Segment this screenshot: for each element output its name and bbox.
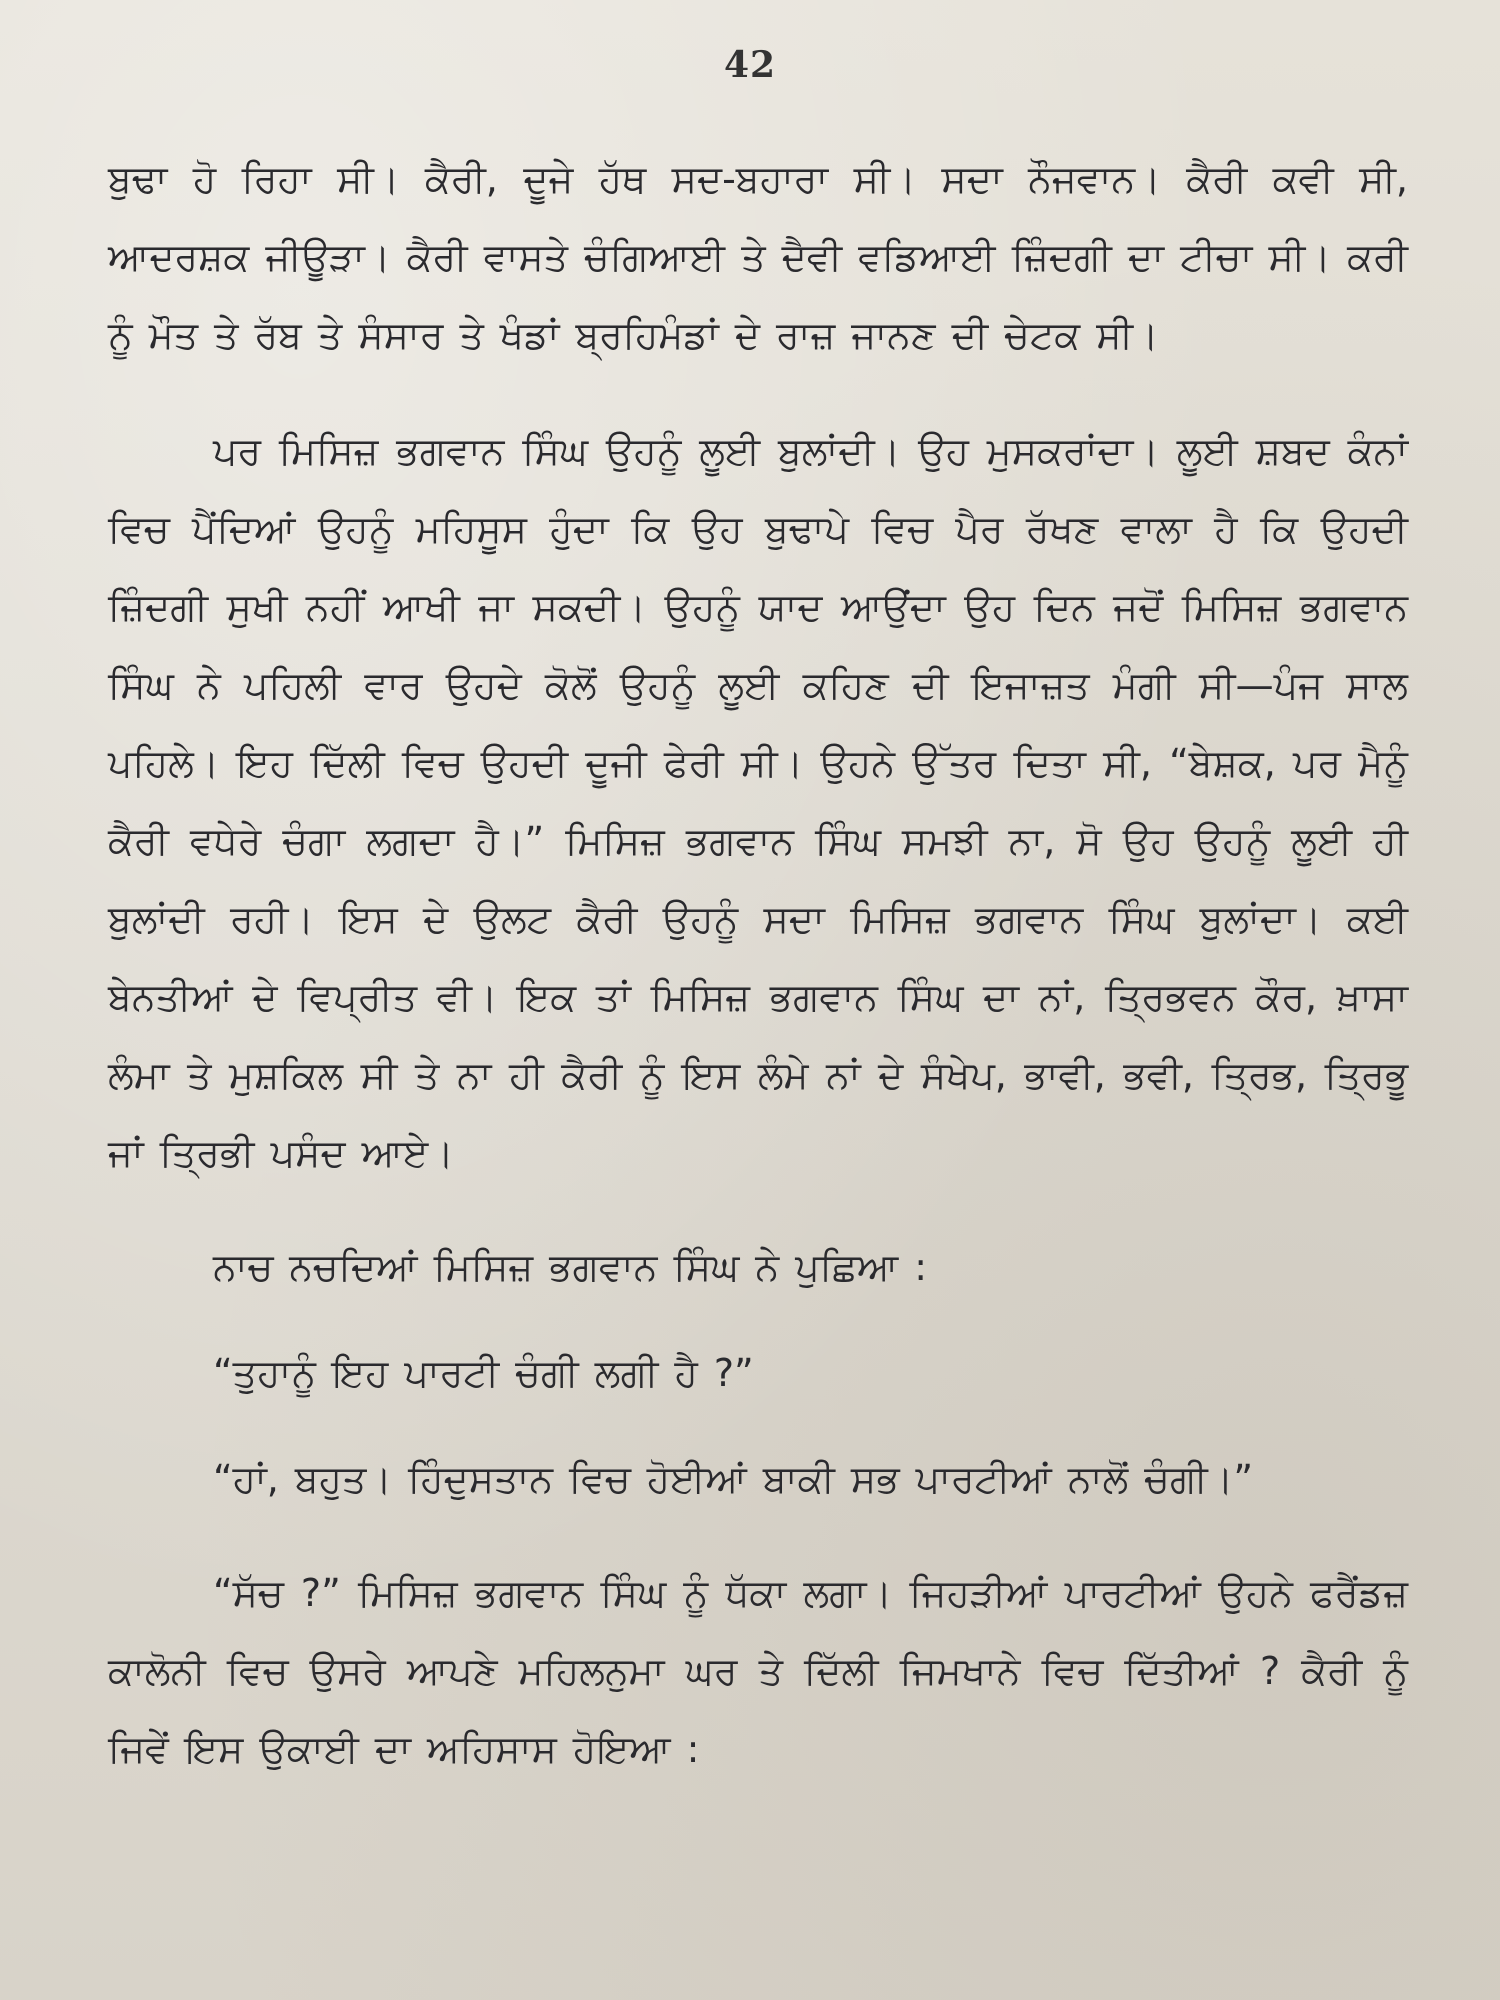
- paragraph-louie: ਪਰ ਮਿਸਿਜ਼ ਭਗਵਾਨ ਸਿੰਘ ਉਹਨੂੰ ਲੂਈ ਬੁਲਾਂਦੀ। ਉਹ ਮੁਸਕਰਾਂਦਾ। ਲੂਈ ਸ਼ਬਦ ਕੰਨਾਂ ਵਿਚ ਪੈਂਦਿਆਂ ਉਹਨੂੰ ਮਹਿਸੂਸ ਹੁੰਦਾ ਕਿ ਉਹ ਬੁਢਾਪੇ ਵਿਚ ਪੈਰ ਰੱਖਣ ਵਾਲਾ ਹੈ ਕਿ ਉਹਦੀ ਜ਼ਿੰਦਗੀ ਸੁਖੀ ਨਹੀਂ ਆਖੀ ਜਾ ਸਕਦੀ। ਉਹਨੂੰ ਯਾਦ ਆਉਂਦਾ ਉਹ ਦਿਨ ਜਦੋਂ ਮਿਸਿਜ਼ ਭਗਵਾਨ ਸਿੰਘ ਨੇ ਪਹਿਲੀ ਵਾਰ ਉਹਦੇ ਕੋਲੋਂ ਉਹਨੂੰ ਲੂਈ ਕਹਿਣ ਦੀ ਇਜਾਜ਼ਤ ਮੰਗੀ ਸੀ—ਪੰਜ ਸਾਲ ਪਹਿਲੇ। ਇਹ ਦਿੱਲੀ ਵਿਚ ਉਹਦੀ ਦੂਜੀ ਫੇਰੀ ਸੀ। ਉਹਨੇ ਉੱਤਰ ਦਿਤਾ ਸੀ, “ਬੇਸ਼ਕ, ਪਰ ਮੈਨੂੰ ਕੈਰੀ ਵਧੇਰੇ ਚੰਗਾ ਲਗਦਾ ਹੈ।” ਮਿਸਿਜ਼ ਭਗਵਾਨ ਸਿੰਘ ਸਮਝੀ ਨਾ, ਸੋ ਉਹ ਉਹਨੂੰ ਲੂਈ ਹੀ ਬੁਲਾਂਦੀ ਰਹੀ। ਇਸ ਦੇ ਉਲਟ ਕੈਰੀ ਉਹਨੂੰ ਸਦਾ ਮਿਸਿਜ਼ ਭਗਵਾਨ ਸਿੰਘ ਬੁਲਾਂਦਾ। ਕਈ ਬੇਨਤੀਆਂ ਦੇ ਵਿਪ੍ਰੀਤ ਵੀ। ਇਕ ਤਾਂ ਮਿਸਿਜ਼ ਭਗਵਾਨ ਸਿੰਘ ਦਾ ਨਾਂ, ਤ੍ਰਿਭਵਨ ਕੌਰ, ਖ਼ਾਸਾ ਲੰਮਾ ਤੇ ਮੁਸ਼ਕਿਲ ਸੀ ਤੇ ਨਾ ਹੀ ਕੈਰੀ ਨੂੰ ਇਸ ਲੰਮੇ ਨਾਂ ਦੇ ਸੰਖੇਪ, ਭਾਵੀ, ਭਵੀ, ਤ੍ਰਿਭ, ਤ੍ਰਿਭੂ ਜਾਂ ਤ੍ਰਿਭੀ ਪਸੰਦ ਆਏ।: [108, 429, 1408, 1175]
- paragraph-party-question: “ਤੁਹਾਨੂੰ ਇਹ ਪਾਰਟੀ ਚੰਗੀ ਲਗੀ ਹੈ ?”: [213, 1351, 754, 1395]
- page-number: 42: [723, 44, 777, 86]
- body-text: [108, 140, 1408, 1788]
- paragraph-continuation: ਬੁਢਾ ਹੋ ਰਿਹਾ ਸੀ। ਕੈਰੀ, ਦੂਜੇ ਹੱਥ ਸਦ-ਬਹਾਰਾ ਸੀ। ਸਦਾ ਨੌਜਵਾਨ। ਕੈਰੀ ਕਵੀ ਸੀ, ਆਦਰਸ਼ਕ ਜੀਊੜਾ। ਕੈਰੀ ਵਾਸਤੇ ਚੰਗਿਆਈ ਤੇ ਦੈਵੀ ਵਡਿਆਈ ਜ਼ਿੰਦਗੀ ਦਾ ਟੀਚਾ ਸੀ। ਕਰੀ ਨੂੰ ਮੌਤ ਤੇ ਰੱਬ ਤੇ ਸੰਸਾਰ ਤੇ ਖੰਡਾਂ ਬ੍ਰਹਿਮੰਡਾਂ ਦੇ ਰਾਜ਼ ਜਾਨਣ ਦੀ ਚੇਟਕ ਸੀ।: [108, 157, 1408, 357]
- paragraph-reply: “ਹਾਂ, ਬਹੁਤ। ਹਿੰਦੁਸਤਾਨ ਵਿਚ ਹੋਈਆਂ ਬਾਕੀ ਸਭ ਪਾਰਟੀਆਂ ਨਾਲੋਂ ਚੰਗੀ।”: [213, 1457, 1254, 1501]
- paragraph-surprise: “ਸੱਚ ?” ਮਿਸਿਜ਼ ਭਗਵਾਨ ਸਿੰਘ ਨੂੰ ਧੱਕਾ ਲਗਾ। ਜਿਹੜੀਆਂ ਪਾਰਟੀਆਂ ਉਹਨੇ ਫਰੈਂਡਜ਼ ਕਾਲੋਨੀ ਵਿਚ ਉਸਰੇ ਆਪਣੇ ਮਹਿਲਨੁਮਾ ਘਰ ਤੇ ਦਿੱਲੀ ਜਿਮਖਾਨੇ ਵਿਚ ਦਿੱਤੀਆਂ ? ਕੈਰੀ ਨੂੰ ਜਿਵੇਂ ਇਸ ਉਕਾਈ ਦਾ ਅਹਿਸਾਸ ਹੋਇਆ :: [108, 1571, 1408, 1771]
- paragraph-dance-question-intro: ਨਾਚ ਨਚਦਿਆਂ ਮਿਸਿਜ਼ ਭਗਵਾਨ ਸਿੰਘ ਨੇ ਪੁਛਿਆ :: [213, 1245, 928, 1289]
